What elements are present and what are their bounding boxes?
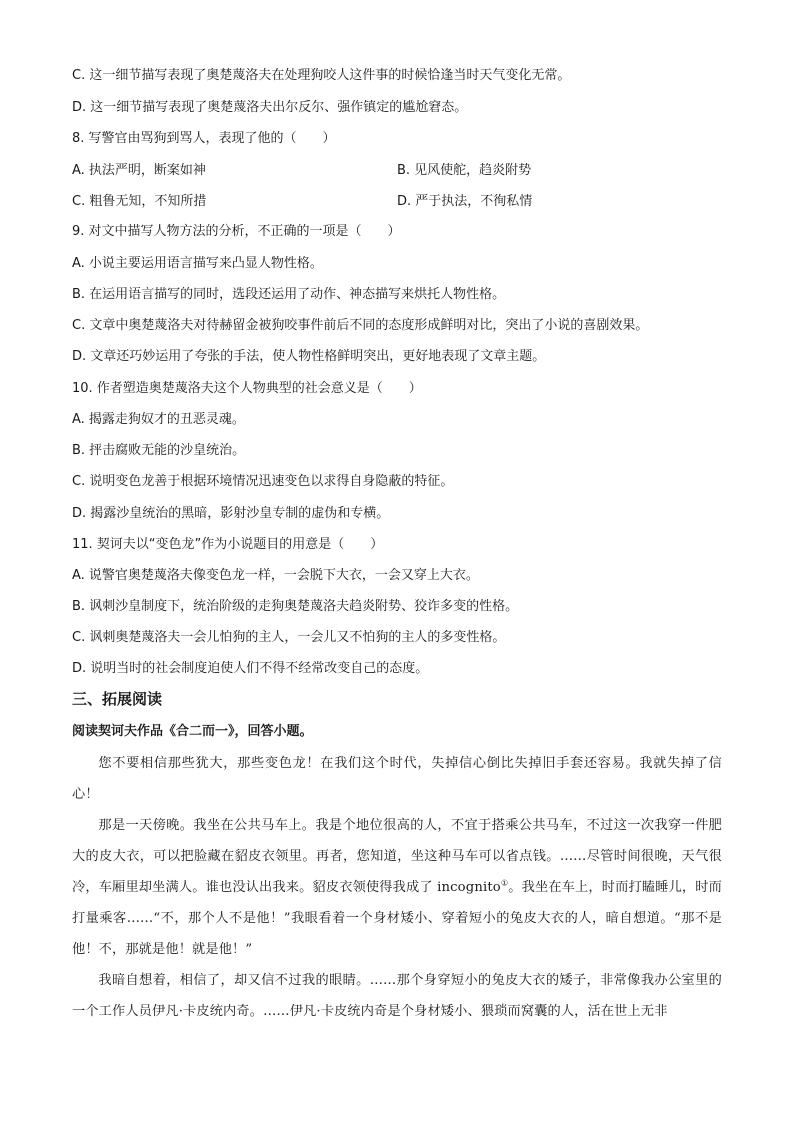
q11-stem: 11. 契诃夫以“变色龙”作为小说题目的用意是（ ） — [72, 537, 384, 552]
passage-paragraph-3: 我暗自想着，相信了，却又信不过我的眼睛。……那个身穿短小的兔皮大衣的矮子，非常像我办公室里的一个工作人员伊凡·卡皮统内奇。……伊凡·卡皮统内奇是个身材矮小、猥琐而窝囊的人，活在世上无非 — [72, 973, 722, 1019]
section-title: 三、拓展阅读 — [72, 690, 163, 708]
q8-stem: 8. 写警官由骂狗到骂人，表现了他的（ ） — [72, 131, 336, 146]
q11-option-c: C. 讽刺奥楚蔑洛夫一会儿怕狗的主人，一会儿又不怕狗的主人的多变性格。 — [72, 630, 506, 645]
passage-paragraph-1: 您不要相信那些犹大，那些变色龙！在我们这个时代，失掉信心倒比失掉旧手套还容易。我就失掉了信心！ — [72, 756, 722, 802]
footnote-marker: ① — [500, 878, 509, 888]
passage-paragraph-2-text-a: 那是一天傍晚。我坐在公共马车上。我是个地位很高的人，不宜于搭乘公共马车，不过这一次我穿一件肥大的皮大衣，可以把脸藏在貂皮衣领里。再者，您知道，坐这种马车可以省点钱。……尽管时间很晚，天气很冷，车厢里却坐满人。谁也没认出我来。貂皮衣领使得我成了 incognito — [72, 818, 722, 895]
q9-option-d: D. 文章还巧妙运用了夸张的手法，使人物性格鲜明突出，更好地表现了文章主题。 — [72, 349, 546, 364]
q10-option-d: D. 揭露沙皇统治的黑暗，影射沙皇专制的虚伪和专横。 — [72, 506, 390, 521]
q11-option-d: D. 说明当时的社会制度迫使人们不得不经常改变自己的态度。 — [72, 661, 429, 676]
q11-option-a: A. 说警官奥楚蔑洛夫像变色龙一样，一会脱下大衣，一会又穿上大衣。 — [72, 568, 479, 583]
reading-instruction: 阅读契诃夫作品《合二而一》，回答小题。 — [72, 724, 313, 739]
q10-option-c: C. 说明变色龙善于根据环境情况迅速变色以求得自身隐蔽的特征。 — [72, 474, 454, 489]
q9-option-b: B. 在运用语言描写的同时，选段还运用了动作、神态描写来烘托人物性格。 — [72, 287, 506, 302]
q10-stem: 10. 作者塑造奥楚蔑洛夫这个人物典型的社会意义是（ ） — [72, 381, 422, 396]
q11-option-b: B. 讽刺沙皇制度下，统治阶级的走狗奥楚蔑洛夫趋炎附势、狡诈多变的性格。 — [72, 599, 519, 614]
passage-paragraph-2-text-b: 。我坐在车上，时而打瞌睡儿，时而打量乘客……“不，那个人不是他！”我眼看着一个身材矮小、穿着短小的兔皮大衣的人，暗自想道。“那不是他！不，那就是他！就是他！” — [72, 880, 722, 957]
q9-option-c: C. 文章中奥楚蔑洛夫对待赫留金被狗咬事件前后不同的态度形成鲜明对比，突出了小说的喜剧效果。 — [72, 318, 649, 333]
q8-option-d: D. 严于执法，不徇私情 — [397, 194, 533, 209]
q9-stem: 9. 对文中描写人物方法的分析，不正确的一项是（ ） — [72, 224, 401, 239]
q10-option-a: A. 揭露走狗奴才的丑恶灵魂。 — [72, 412, 245, 427]
q8-option-a: A. 执法严明，断案如神 — [72, 163, 206, 178]
q10-option-b: B. 抨击腐败无能的沙皇统治。 — [72, 443, 246, 458]
q8-option-b: B. 见风使舵，趋炎附势 — [397, 163, 532, 178]
q9-option-a: A. 小说主要运用语言描写来凸显人物性格。 — [72, 256, 323, 271]
passage-paragraph-2 — [72, 810, 722, 965]
q7-option-c: C. 这一细节描写表现了奥楚蔑洛夫在处理狗咬人这件事的时候恰逢当时天气变化无常。 — [72, 68, 571, 83]
q7-option-d: D. 这一细节描写表现了奥楚蔑洛夫出尔反尔、强作镇定的尴尬窘态。 — [72, 100, 468, 115]
q8-option-c: C. 粗鲁无知，不知所措 — [72, 194, 207, 209]
